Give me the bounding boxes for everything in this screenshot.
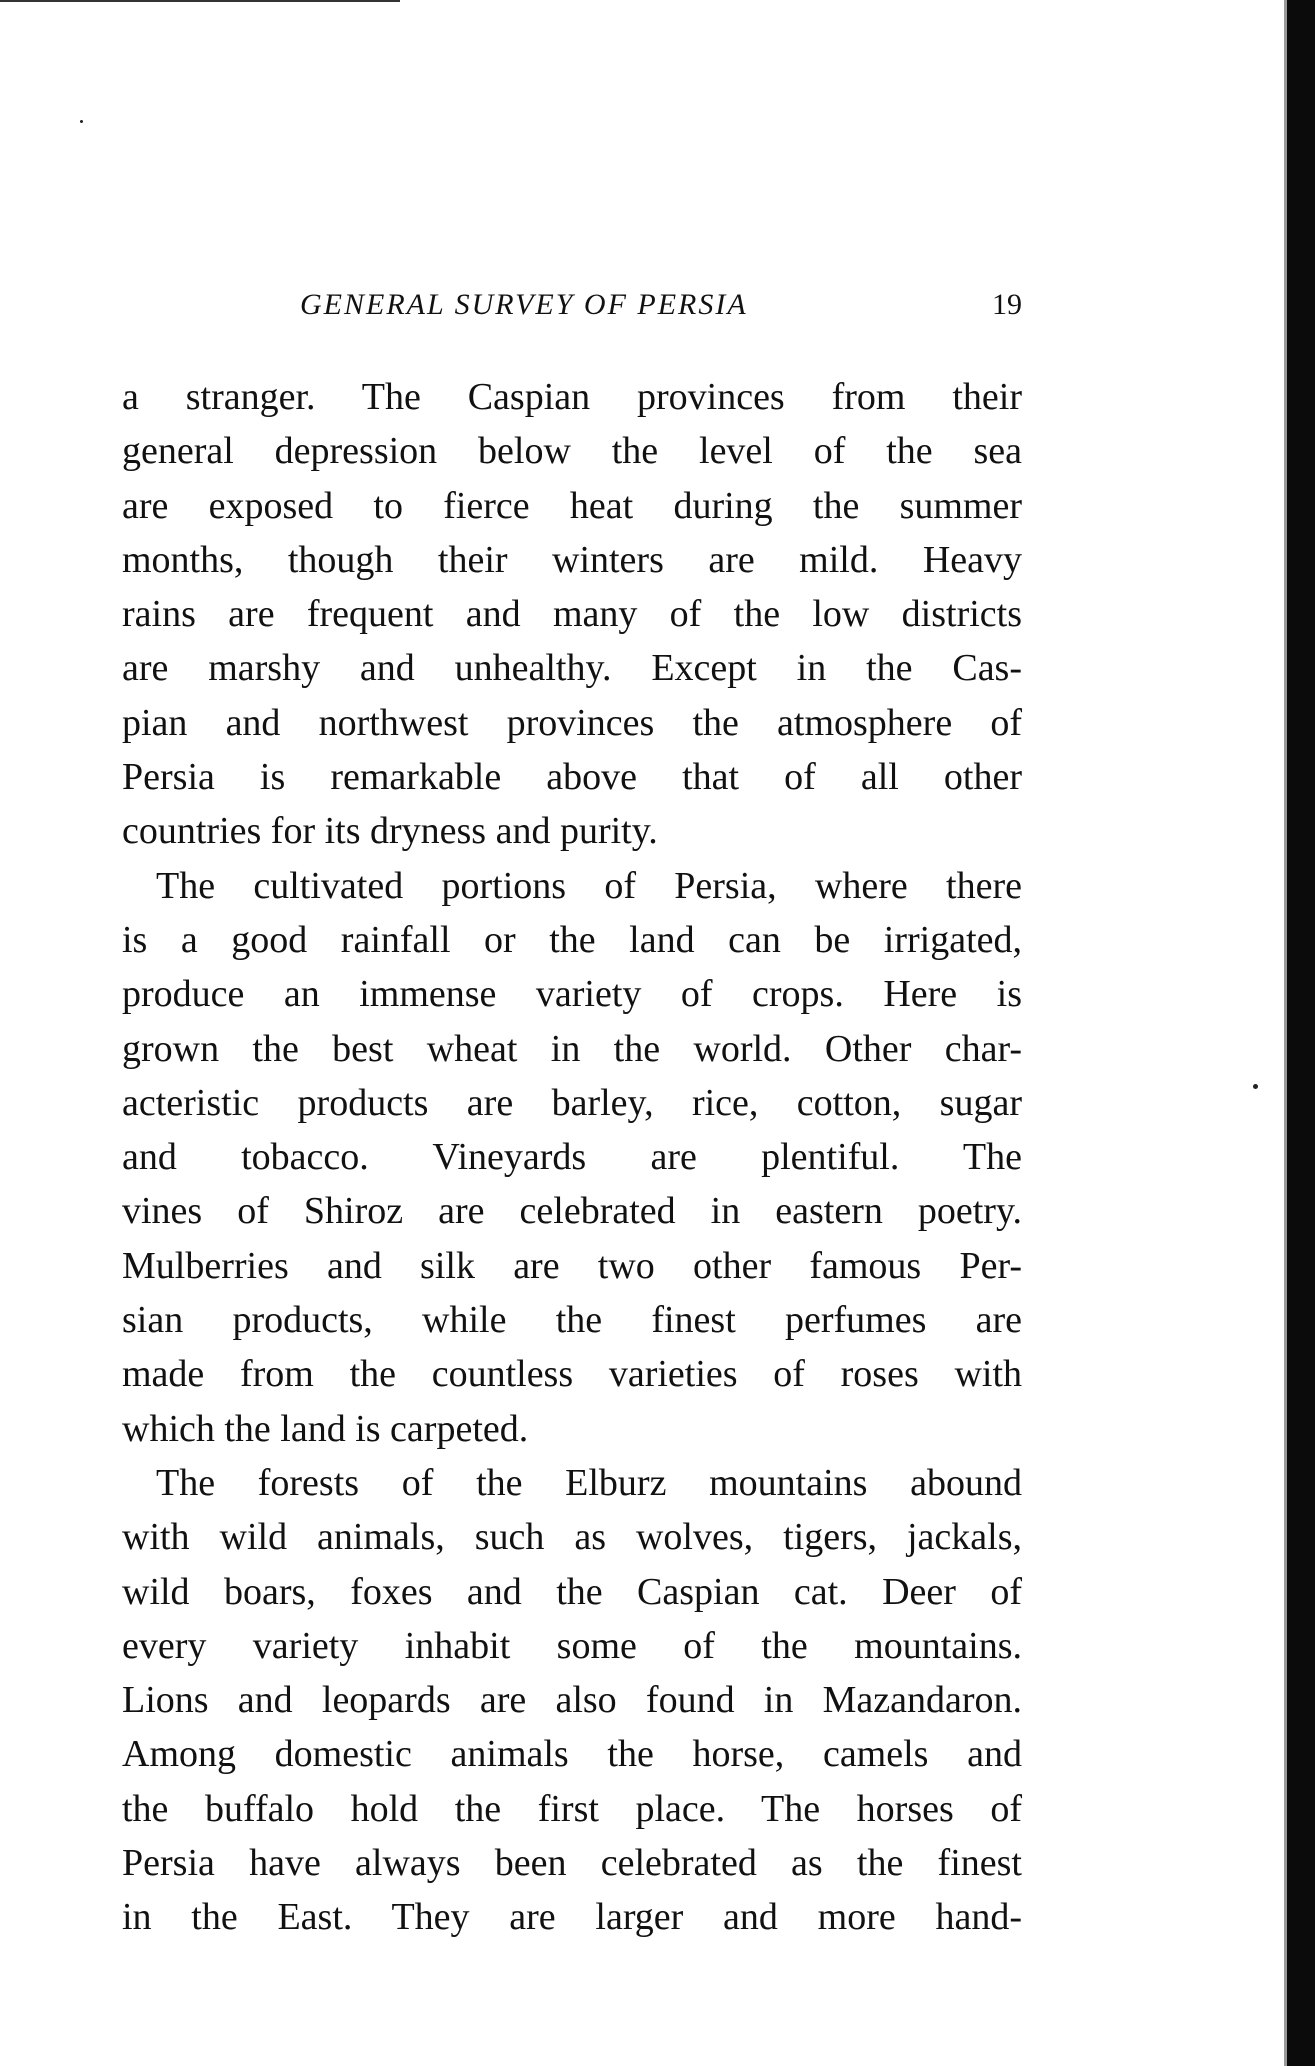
text-line: acteristic products are barley, rice, cotton, sugar	[122, 1081, 1022, 1124]
text-line: grown the best wheat in the world. Other char-	[122, 1027, 1022, 1070]
text-line: is a good rainfall or the land can be irrigated,	[122, 918, 1022, 961]
running-header	[122, 288, 1022, 332]
text-line: vines of Shiroz are celebrated in eastern poetry.	[122, 1190, 1022, 1233]
text-line: The cultivated portions of Persia, where there	[156, 864, 1022, 907]
text-line: and tobacco. Vineyards are plentiful. The	[122, 1136, 1022, 1179]
ink-speck	[80, 120, 83, 123]
page-number: 19	[992, 288, 1022, 321]
text-line: rains are frequent and many of the low districts	[122, 593, 1022, 636]
text-line: Persia have always been celebrated as the finest	[122, 1842, 1022, 1885]
text-line: Lions and leopards are also found in Mazandaron.	[122, 1679, 1022, 1722]
text-line: in the East. They are larger and more hand-	[122, 1896, 1022, 1939]
body-text	[122, 370, 1022, 1945]
text-line: countries for its dryness and purity.	[122, 810, 658, 853]
text-line: months, though their winters are mild. Heavy	[122, 538, 1022, 581]
text-line: sian products, while the finest perfumes are	[122, 1299, 1022, 1342]
page-edge-dark	[1287, 0, 1315, 2066]
top-edge-rule	[0, 0, 400, 2]
text-line: Persia is remarkable above that of all other	[122, 756, 1022, 799]
text-line: general depression below the level of the sea	[122, 430, 1022, 473]
text-line: The forests of the Elburz mountains abound	[156, 1461, 1022, 1504]
running-title: GENERAL SURVEY OF PERSIA	[300, 288, 748, 321]
text-line: wild boars, foxes and the Caspian cat. Deer of	[122, 1570, 1022, 1613]
text-line: Among domestic animals the horse, camels and	[122, 1733, 1022, 1776]
paragraph-1	[122, 370, 1022, 859]
text-line: are marshy and unhealthy. Except in the Cas-	[122, 647, 1022, 690]
text-line: produce an immense variety of crops. Here is	[122, 973, 1022, 1016]
text-line: made from the countless varieties of roses with	[122, 1353, 1022, 1396]
text-line: which the land is carpeted.	[122, 1407, 529, 1450]
text-line: are exposed to fierce heat during the summer	[122, 484, 1022, 527]
text-line: pian and northwest provinces the atmosphere of	[122, 701, 1022, 744]
ink-speck	[1253, 1084, 1258, 1089]
paragraph-2	[122, 859, 1022, 1456]
text-line: Mulberries and silk are two other famous Per-	[122, 1244, 1022, 1287]
text-line: the buffalo hold the first place. The horses of	[122, 1787, 1022, 1830]
text-line: every variety inhabit some of the mountains.	[122, 1624, 1022, 1667]
paragraph-3	[122, 1456, 1022, 1945]
text-line: with wild animals, such as wolves, tigers, jackals,	[122, 1516, 1022, 1559]
text-line: a stranger. The Caspian provinces from their	[122, 376, 1022, 418]
